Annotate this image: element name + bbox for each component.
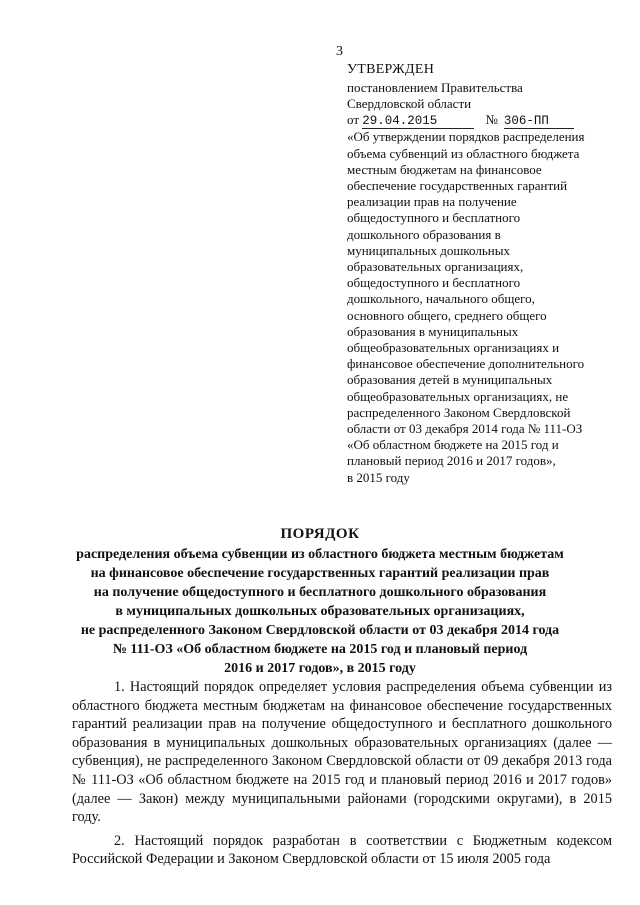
decree-title-line: «Об утверждении порядков распределения xyxy=(347,129,585,145)
document-heading xyxy=(40,524,600,678)
paragraph-1: 1. Настоящий порядок определяет условия распределения объема субвенции из областного бюджета местным бюджетам на финансовое обеспечение государственных гарантий реализации прав на получение общедоступного и бесплатного дошкольного образования в муниципальных дошкольных образовательных организациях (далее — субвенция), не распределенного Законом Свердловской области от 09 декабря 2013 года № 111-ОЗ «Об областном бюджете на 2015 год и плановый период 2016 и 2017 годов» (далее — Закон) между муниципальными районами (городскими округами), в 2015 году. xyxy=(72,679,612,826)
heading-line: на получение общедоступного и бесплатного дошкольного образования xyxy=(93,585,547,600)
paragraph-2: 2. Настоящий порядок разработан в соответствии с Бюджетным кодексом Российской Федерации и Законом Свердловской области от 15 июля 2005 года xyxy=(72,832,612,868)
approval-date: 29.04.2015 xyxy=(362,115,474,129)
approval-date-number-line xyxy=(347,112,625,129)
decree-title-line: общеобразовательных организациях, не xyxy=(347,388,569,404)
heading-line: распределения объема субвенции из областного бюджета местным бюджетам xyxy=(76,547,564,562)
decree-title-line: объема субвенций из областного бюджета xyxy=(347,145,580,161)
decree-title-line: области от 03 декабря 2014 года № 111-ОЗ xyxy=(347,421,583,437)
decree-title-line: общеобразовательных организациях и xyxy=(347,340,560,356)
heading-line: не распределенного Законом Свердловской области от 03 декабря 2014 года xyxy=(80,623,560,638)
approval-decree-line: постановлением Правительства xyxy=(347,80,523,95)
approval-region-line: Свердловской области xyxy=(347,96,472,112)
decree-title-line: образования детей в муниципальных xyxy=(347,372,553,388)
decree-title-line: основного общего, среднего общего xyxy=(347,307,547,323)
decree-title-line: дошкольного образования в xyxy=(347,226,501,242)
decree-title-line: дошкольного, начального общего, xyxy=(347,291,535,307)
decree-title-line: реализации прав на получение xyxy=(347,194,517,210)
decree-title-line: общедоступного и бесплатного xyxy=(347,210,521,226)
decree-title-line: общедоступного и бесплатного xyxy=(347,275,521,291)
approval-block xyxy=(347,62,625,486)
heading-line: № 111-ОЗ «Об областном бюджете на 2015 год и плановый период xyxy=(112,642,528,657)
heading-line: 2016 и 2017 годов», в 2015 году xyxy=(224,661,416,676)
approval-title: УТВЕРЖДЕН xyxy=(347,62,435,77)
heading-title: ПОРЯДОК xyxy=(280,526,360,542)
decree-title-line: местным бюджетам на финансовое xyxy=(347,161,542,177)
heading-line: на финансовое обеспечение государственных гарантий реализации прав xyxy=(90,566,550,581)
decree-title-line: обеспечение государственных гарантий xyxy=(347,178,568,194)
decree-title-line: в 2015 году xyxy=(347,469,410,485)
decree-title-line: образовательных организациях, xyxy=(347,259,524,275)
number-sign: № xyxy=(485,112,498,128)
page-number: 3 xyxy=(336,44,343,59)
approval-decree-title xyxy=(347,129,625,485)
heading-line: в муниципальных дошкольных образовательных организациях, xyxy=(115,604,525,619)
decree-title-line: финансовое обеспечение дополнительного xyxy=(347,356,585,372)
date-prefix: от xyxy=(347,112,360,128)
decree-title-line: муниципальных дошкольных xyxy=(347,242,510,258)
decree-title-line: образования в муниципальных xyxy=(347,323,519,339)
decree-title-line: распределенного Законом Свердловской xyxy=(347,404,571,420)
approval-number: 306-ПП xyxy=(504,115,574,129)
document-body xyxy=(72,678,612,874)
decree-title-line: плановый период 2016 и 2017 годов», xyxy=(347,453,556,469)
decree-title-line: «Об областном бюджете на 2015 год и xyxy=(347,437,559,453)
